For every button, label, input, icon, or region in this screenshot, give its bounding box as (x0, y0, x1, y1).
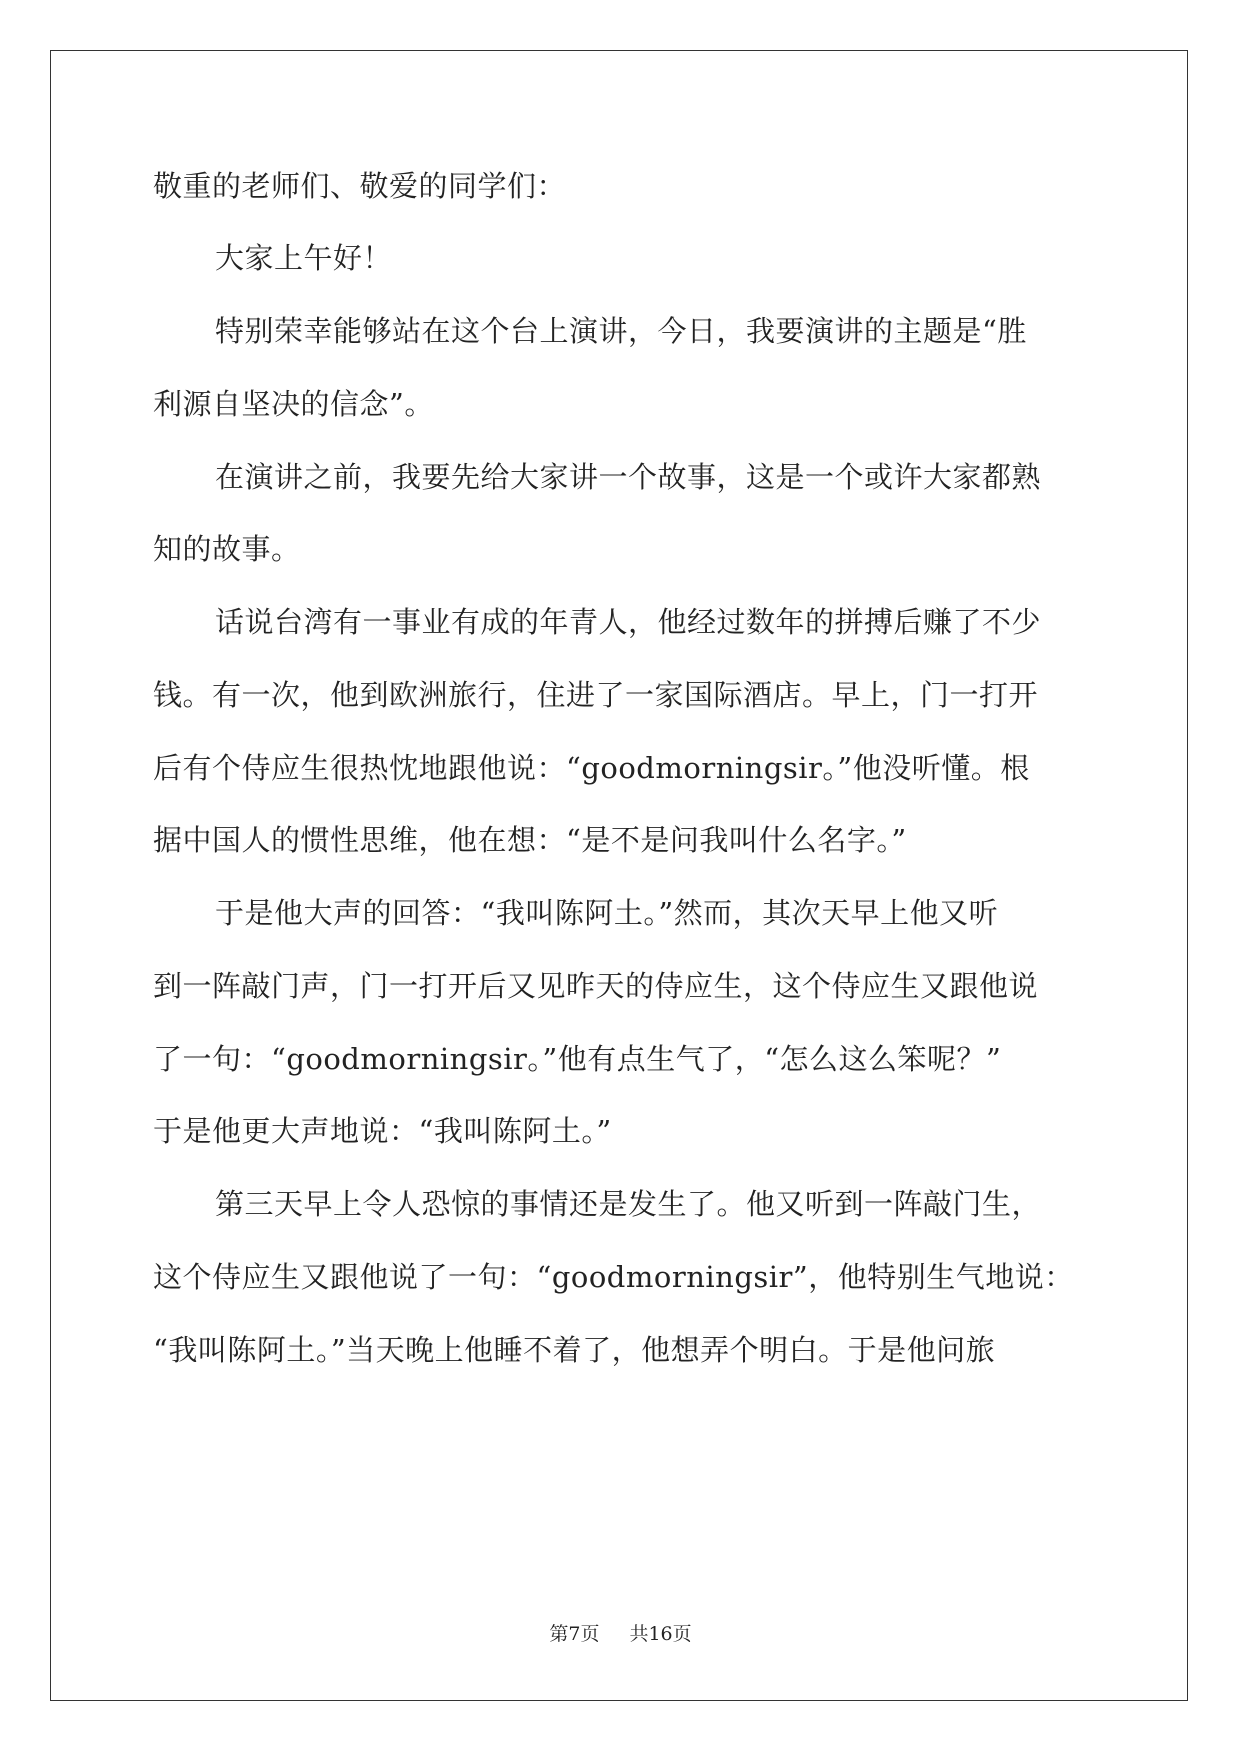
text-line: 钱。有一次，他到欧洲旅行，住进了一家国际酒店。早上，门一打开 (153, 678, 1039, 712)
text-line: 于是他大声的回答：“我叫陈阿土。”然而，其次天早上他又听 (215, 896, 999, 930)
text-line: 敬重的老师们、敬爱的同学们： (153, 169, 567, 203)
text-line: 到一阵敲门声，门一打开后又见昨天的侍应生，这个侍应生又跟他说 (153, 969, 1039, 1003)
text-line: 于是他更大声地说：“我叫陈阿土。” (153, 1114, 612, 1148)
page-border (50, 50, 1188, 1701)
text-line: 知的故事。 (153, 532, 301, 566)
text-line: 这个侍应生又跟他说了一句：“goodmorningsir”，他特别生气地说： (153, 1260, 1074, 1294)
text-line: 在演讲之前，我要先给大家讲一个故事，这是一个或许大家都熟 (215, 460, 1042, 494)
text-line: 了一句：“goodmorningsir。”他有点生气了，“怎么这么笨呢？” (153, 1042, 1002, 1076)
text-line: 话说台湾有一事业有成的年青人，他经过数年的拼搏后赚了不少 (215, 605, 1042, 639)
text-line: 特别荣幸能够站在这个台上演讲，今日，我要演讲的主题是“胜 (215, 314, 1027, 348)
text-line: 大家上午好！ (215, 241, 393, 275)
text-line: “我叫陈阿土。”当天晚上他睡不着了，他想弄个明白。于是他问旅 (153, 1333, 996, 1367)
text-line: 后有个侍应生很热忱地跟他说：“goodmorningsir。”他没听懂。根 (153, 751, 1030, 785)
page-footer (0, 1622, 1241, 1646)
page-total: 共16页 (629, 1623, 692, 1645)
text-line: 据中国人的惯性思维，他在想：“是不是问我叫什么名字。” (153, 823, 907, 857)
text-line: 第三天早上令人恐惊的事情还是发生了。他又听到一阵敲门生， (215, 1187, 1042, 1221)
text-line: 利源自坚决的信念”。 (153, 387, 434, 421)
page-number: 第7页 (549, 1623, 600, 1645)
